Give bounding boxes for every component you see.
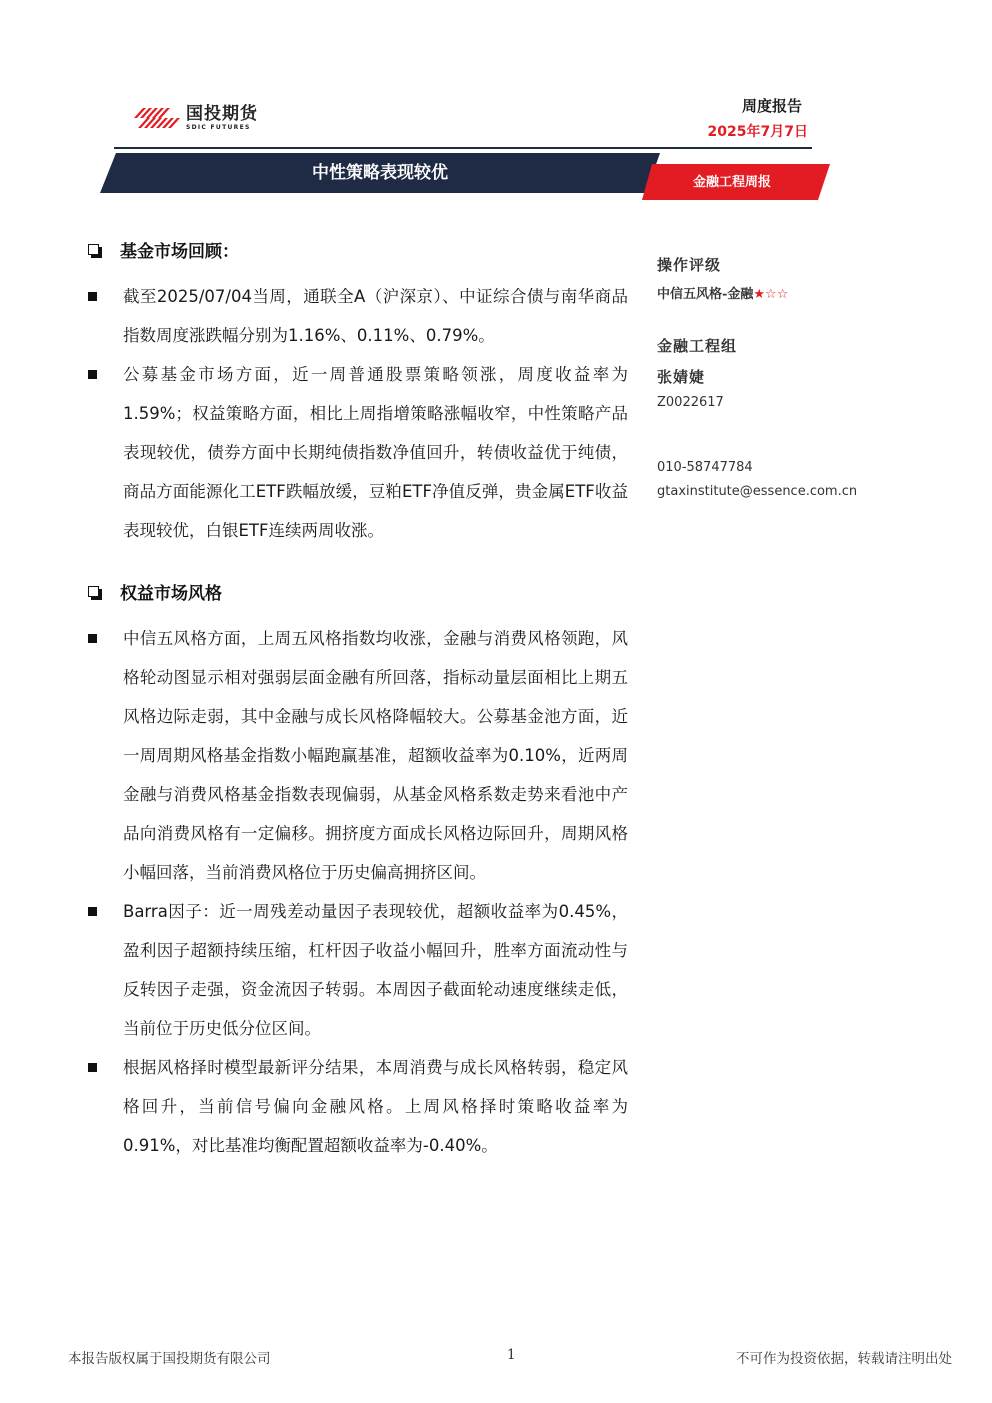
footer-copyright: 本报告版权属于国投期货有限公司 (68, 1351, 271, 1367)
checkbox-icon (88, 586, 99, 597)
bullet-item (88, 892, 628, 1048)
logo-english-name: SDIC FUTURES (186, 123, 251, 131)
contact-phone: 010-58747784 (657, 460, 753, 475)
footer-disclaimer: 不可作为投资依据，转载请注明出处 (736, 1351, 952, 1367)
bullet-text: 公募基金市场方面，近一周普通股票策略领涨，周度收益率为1.59%；权益策略方面，相比上周指增策略涨幅收窄，中性策略产品表现较优，债券方面中长期纯债指数净值回升，转债收益优于纯债，商品方面能源化工ETF跌幅放缓，豆粕ETF净值反弹，贵金属ETF收益表现较优，白银ETF连续两周收涨。 (123, 365, 628, 540)
logo-chinese-name: 国投期货 (186, 103, 258, 124)
logo-stripes-icon (134, 104, 182, 132)
section-fund-market (88, 237, 628, 550)
section-heading (88, 579, 628, 603)
rating-row (657, 283, 788, 302)
rating-label: 操作评级 (657, 256, 722, 274)
contact-email[interactable]: gtaxinstitute@essence.com.cn (657, 484, 858, 499)
page-number: 1 (507, 1347, 516, 1363)
bullet-item (88, 1048, 628, 1165)
square-bullet-icon (88, 907, 97, 916)
rating-item: 中信五风格-金融 (657, 287, 754, 302)
checkbox-icon (88, 244, 99, 255)
square-bullet-icon (88, 634, 97, 643)
section-heading-text: 基金市场回顾： (120, 241, 239, 262)
square-bullet-icon (88, 1063, 97, 1072)
header-rule (114, 147, 812, 149)
square-bullet-icon (88, 292, 97, 301)
report-title: 中性策略表现较优 (312, 163, 448, 183)
square-bullet-icon (88, 370, 97, 379)
bullet-text: 中信五风格方面，上周五风格指数均收涨，金融与消费风格领跑，风格轮动图显示相对强弱层面金融有所回落，指标动量层面相比上期五风格边际走弱，其中金融与成长风格降幅较大。公募基金池方面，近一周周期风格基金指数小幅跑赢基准，超额收益率为0.10%，近两周金融与消费风格基金指数表现偏弱，从基金风格系数走势来看池中产品向消费风格有一定偏移。拥挤度方面成长风格边际回升，周期风格小幅回落，当前消费风格位于历史偏高拥挤区间。 (123, 629, 628, 882)
section-heading-text: 权益市场风格 (120, 583, 222, 604)
report-category: 金融工程周报 (693, 175, 772, 190)
rating-stars-icon: ★☆☆ (753, 287, 789, 302)
analyst-name: 张婧婕 (657, 368, 706, 386)
report-type: 周度报告 (741, 97, 802, 115)
report-date: 2025年7月7日 (707, 124, 808, 140)
bullet-item (88, 355, 628, 550)
section-heading (88, 237, 628, 261)
bullet-text: Barra因子：近一周残差动量因子表现较优，超额收益率为0.45%，盈利因子超额持续压缩，杠杆因子收益小幅回升，胜率方面流动性与反转因子走强，资金流因子转弱。本周因子截面轮动速度继续走低，当前位于历史低分位区间。 (123, 902, 628, 1038)
bullet-item (88, 277, 628, 355)
team-name: 金融工程组 (657, 337, 738, 355)
section-equity-style (88, 579, 628, 1165)
bullet-text: 根据风格择时模型最新评分结果，本周消费与成长风格转弱，稳定风格回升，当前信号偏向金融风格。上周风格择时策略收益率为0.91%，对比基准均衡配置超额收益率为-0.40%。 (123, 1058, 628, 1155)
bullet-text: 截至2025/07/04当周，通联全A（沪深京）、中证综合债与南华商品指数周度涨跌幅分别为1.16%、0.11%、0.79%。 (123, 287, 628, 345)
license-number: Z0022617 (657, 395, 724, 410)
bullet-item (88, 619, 628, 892)
company-logo (134, 104, 258, 132)
